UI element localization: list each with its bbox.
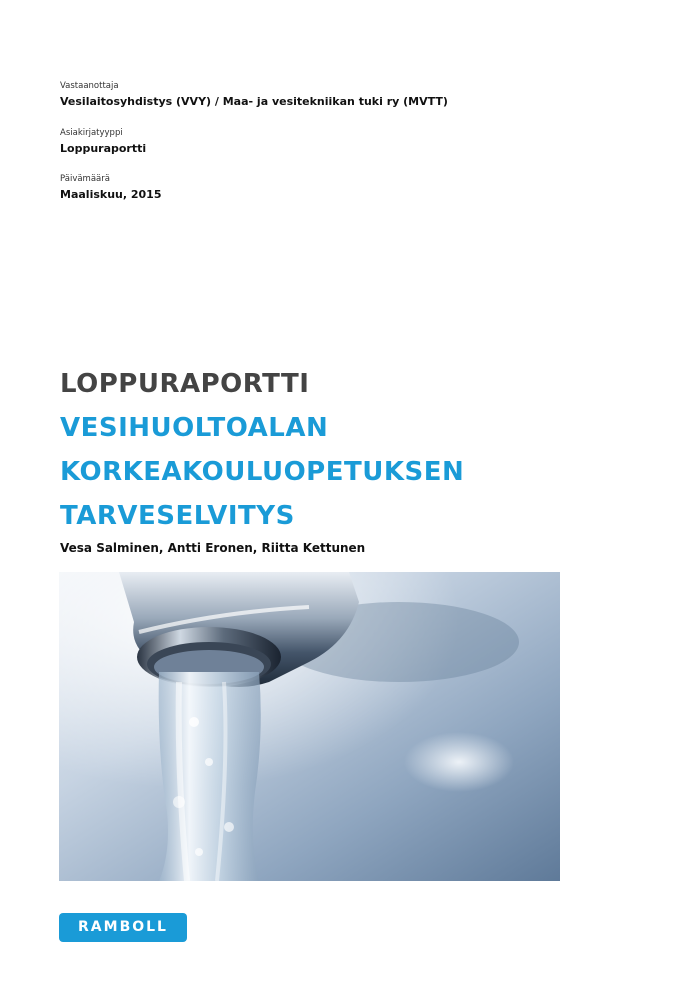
recipient-block bbox=[60, 80, 448, 109]
doctype-value: Loppuraportti bbox=[60, 142, 147, 155]
date-block bbox=[60, 173, 161, 202]
date-label: Päivämäärä bbox=[60, 174, 110, 184]
report-subtitle-line-1: VESIHUOLTOALAN bbox=[60, 413, 329, 443]
report-subtitle-line-3: TARVESELVITYS bbox=[60, 501, 295, 531]
report-title: LOPPURAPORTTI bbox=[60, 369, 310, 399]
recipient-value: Vesilaitosyhdistys (VVY) / Maa- ja vesitekniikan tuki ry (MVTT) bbox=[60, 95, 448, 108]
doctype-label: Asiakirjatyyppi bbox=[60, 128, 123, 138]
cover-photo-water-tap bbox=[59, 572, 560, 881]
ramboll-logo: RAMBOLL bbox=[59, 913, 187, 942]
recipient-label: Vastaanottaja bbox=[60, 81, 119, 91]
report-subtitle-line-2: KORKEAKOULUOPETUKSEN bbox=[60, 457, 465, 487]
doctype-block bbox=[60, 127, 146, 156]
authors: Vesa Salminen, Antti Eronen, Riitta Kettunen bbox=[60, 541, 366, 555]
date-value: Maaliskuu, 2015 bbox=[60, 188, 162, 201]
water-tap-illustration bbox=[59, 572, 560, 881]
